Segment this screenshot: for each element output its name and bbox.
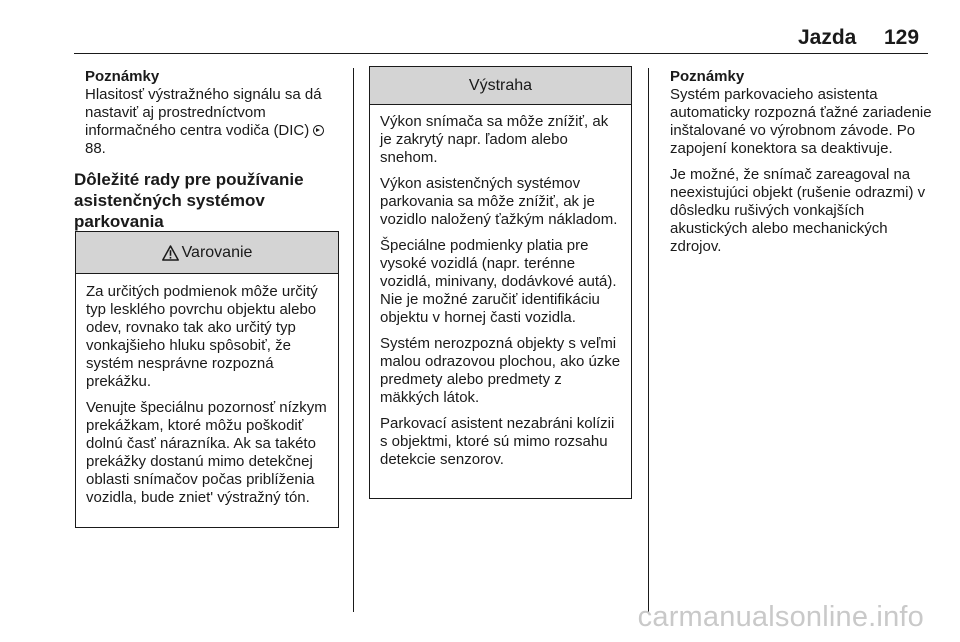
warning-paragraph: Venujte špeciálnu pozornosť nízkym prekážkam, ktoré môžu poškodiť dolnú časť nárazníka. Ak sa takéto prekážky dostanú mimo detekčnej oblasti snímačov počas priblíženia vozidla, bude zniet' výstražný tón. (86, 399, 327, 506)
warning-triangle-icon (162, 245, 179, 261)
caution-box-body (370, 105, 631, 469)
caution-paragraph: Systém nerozpozná objekty s veľmi malou odrazovou plochou, ako úzke predmety alebo predmety z mäkkých látok. (380, 335, 621, 406)
page-number: 129 (884, 26, 920, 49)
column-divider-right (648, 68, 649, 612)
section-heading: Dôležité rady pre používanie asistenčných systémov parkovania (74, 170, 304, 231)
caution-paragraph: Parkovací asistent nezabráni kolízii s objektmi, ktoré sú mimo rozsahu detekcie senzorov. (380, 415, 615, 468)
caution-box-header (370, 67, 631, 105)
header-rule (74, 53, 928, 54)
caution-box (369, 66, 632, 499)
caution-paragraph: Výkon snímača sa môže znížiť, ak je zakrytý napr. ľadom alebo snehom. (380, 113, 609, 166)
right-note (670, 68, 932, 264)
caution-paragraph: Špeciálne podmienky platia pre vysoké vozidlá (napr. terénne vozidlá, minivany, dodávkové autá). Nie je možné zaručiť identifikáciu objektu v hornej časti vozidla. (380, 237, 617, 326)
left-note (85, 68, 347, 158)
page-reference-icon (313, 125, 324, 136)
warning-box-body (76, 274, 338, 507)
note-title: Poznámky (670, 68, 745, 85)
note-paragraph: Je možné, že snímač zareagoval na neexistujúci objekt (rušenie odrazmi) v dôsledku rušivých vonkajších akustických alebo mechanických zdrojov. (670, 166, 926, 255)
note-body: Hlasitosť výstražného signálu sa dá nastaviť aj prostredníctvom informačného centra vodiča (DIC) (85, 86, 322, 139)
column-divider-left (353, 68, 354, 612)
note-paragraph: Systém parkovacieho asistenta automaticky rozpozná ťažné zariadenie inštalované vo výrobnom závode. Po zapojení konektora sa deaktivuje. (670, 86, 932, 157)
caution-paragraph: Výkon asistenčných systémov parkovania sa môže znížiť, ak je vozidlo naložený ťažkým nákladom. (380, 175, 618, 228)
warning-box-title: Varovanie (181, 243, 253, 261)
site-watermark: carmanualsonline.info (637, 601, 924, 633)
warning-paragraph: Za určitých podmienok môže určitý typ lesklého povrchu objektu alebo odev, rovnako tak ako určitý typ vonkajšieho hluku spôsobiť, že systém nesprávne rozpozná prekážku. (86, 283, 318, 390)
note-title: Poznámky (85, 68, 160, 85)
warning-box (75, 231, 339, 528)
note-text (85, 86, 347, 158)
header-section-title: Jazda (798, 26, 857, 49)
caution-box-title: Výstraha (468, 76, 533, 94)
page-reference-link[interactable]: 88. (85, 140, 106, 157)
warning-box-header (76, 232, 338, 274)
